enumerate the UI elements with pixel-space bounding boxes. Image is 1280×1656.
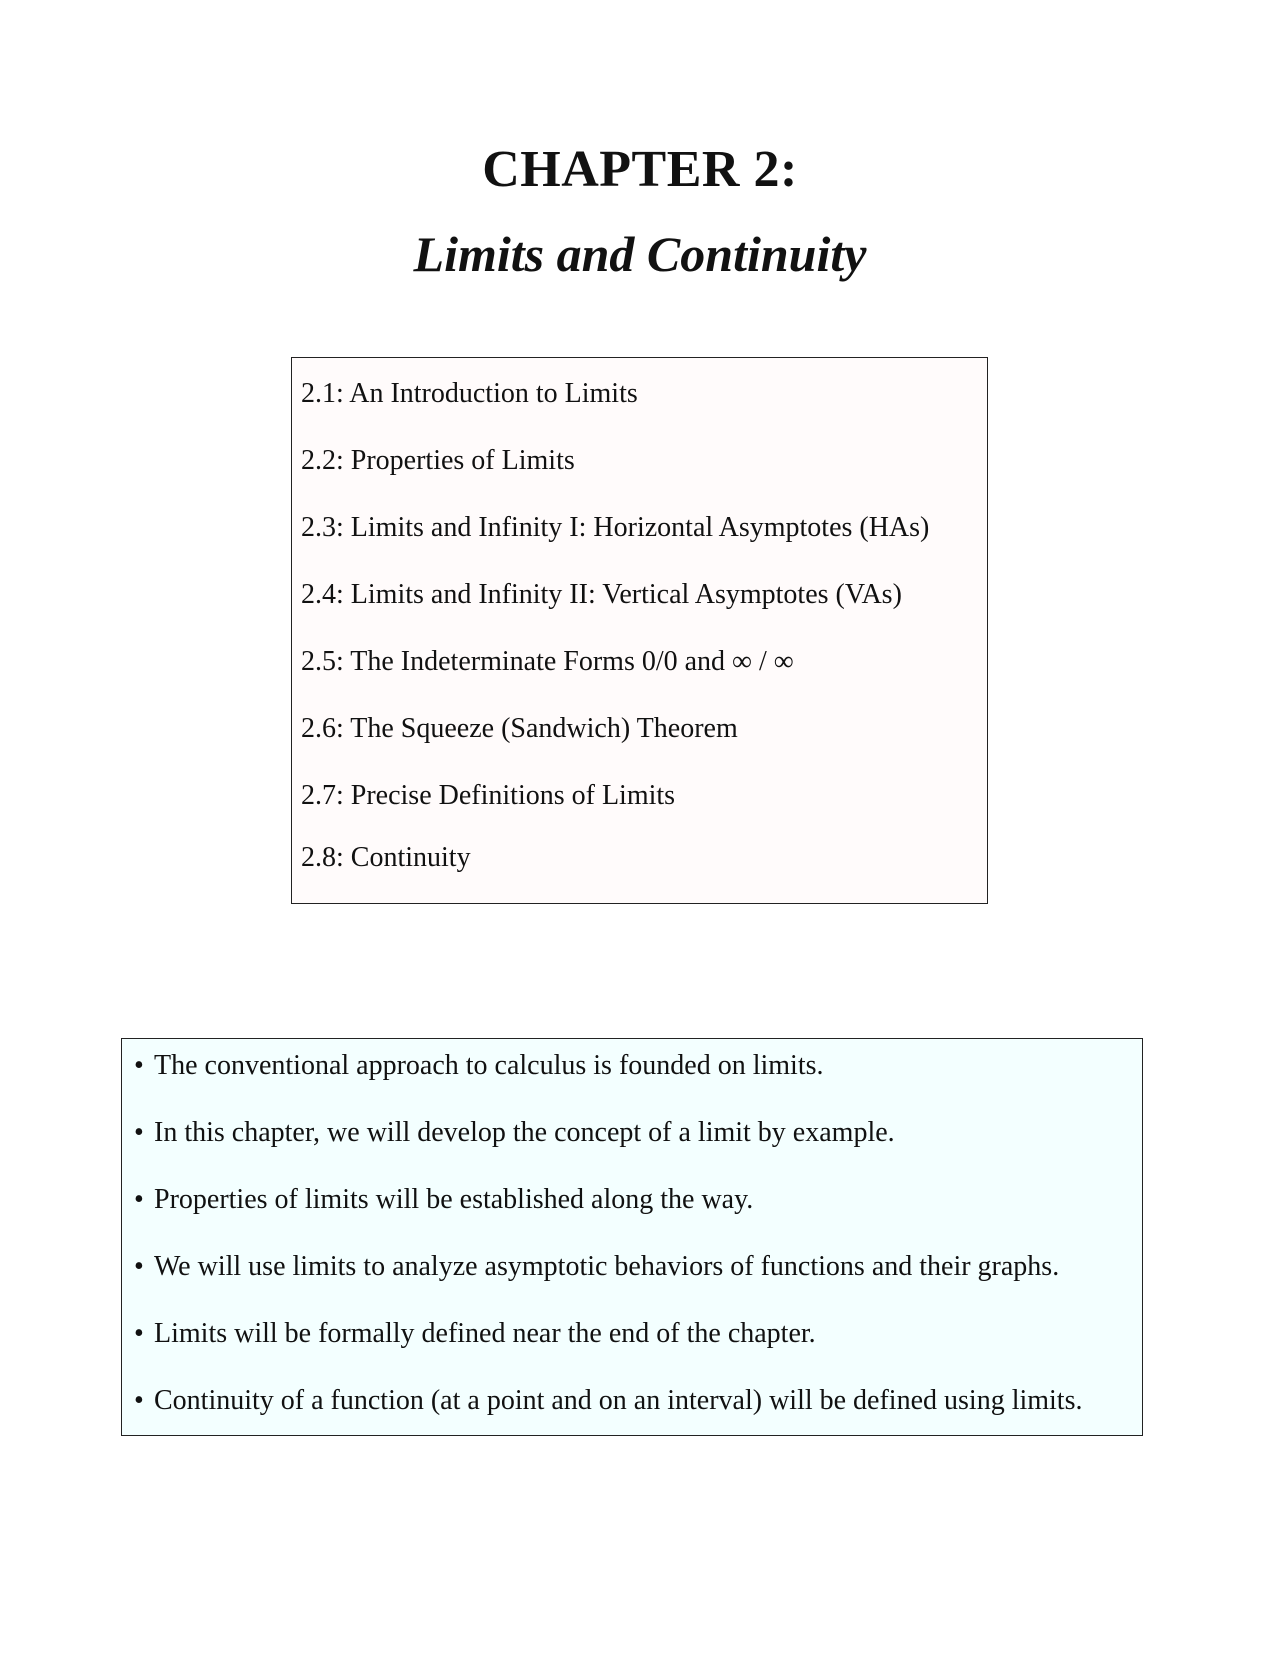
- chapter-overview-box: [121, 1038, 1143, 1436]
- overview-item: [134, 1049, 824, 1083]
- section-item-2-3: 2.3: Limits and Infinity I: Horizontal Asymptotes (HAs): [301, 512, 930, 543]
- chapter-heading: CHAPTER 2:: [482, 141, 798, 198]
- bullet-icon: •: [134, 1184, 144, 1215]
- bullet-icon: •: [134, 1385, 144, 1416]
- section-item-2-5: 2.5: The Indeterminate Forms 0/0 and ∞ / ∞: [301, 646, 794, 677]
- overview-text: Properties of limits will be established along the way.: [154, 1184, 754, 1215]
- overview-item: [134, 1250, 1059, 1284]
- overview-item: [134, 1384, 1082, 1418]
- section-item-2-4: 2.4: Limits and Infinity II: Vertical Asymptotes (VAs): [301, 579, 902, 610]
- bullet-icon: •: [134, 1117, 144, 1148]
- bullet-icon: •: [134, 1251, 144, 1282]
- overview-item: [134, 1116, 895, 1150]
- section-item-2-2: 2.2: Properties of Limits: [301, 445, 575, 476]
- overview-text: Limits will be formally defined near the end of the chapter.: [154, 1318, 816, 1349]
- overview-text: Continuity of a function (at a point and on an interval) will be defined using limits.: [154, 1385, 1083, 1416]
- overview-text: In this chapter, we will develop the concept of a limit by example.: [154, 1117, 895, 1148]
- section-list-box: [291, 357, 988, 904]
- section-item-2-8: 2.8: Continuity: [301, 842, 471, 873]
- bullet-icon: •: [134, 1050, 144, 1081]
- overview-item: [134, 1317, 816, 1351]
- overview-text: The conventional approach to calculus is founded on limits.: [154, 1050, 824, 1081]
- bullet-icon: •: [134, 1318, 144, 1349]
- overview-text: We will use limits to analyze asymptotic behaviors of functions and their graphs.: [154, 1251, 1060, 1282]
- section-item-2-1: 2.1: An Introduction to Limits: [301, 378, 638, 409]
- section-item-2-7: 2.7: Precise Definitions of Limits: [301, 780, 676, 811]
- section-item-2-6: 2.6: The Squeeze (Sandwich) Theorem: [301, 713, 738, 744]
- chapter-title: Limits and Continuity: [413, 226, 867, 282]
- overview-item: [134, 1183, 753, 1217]
